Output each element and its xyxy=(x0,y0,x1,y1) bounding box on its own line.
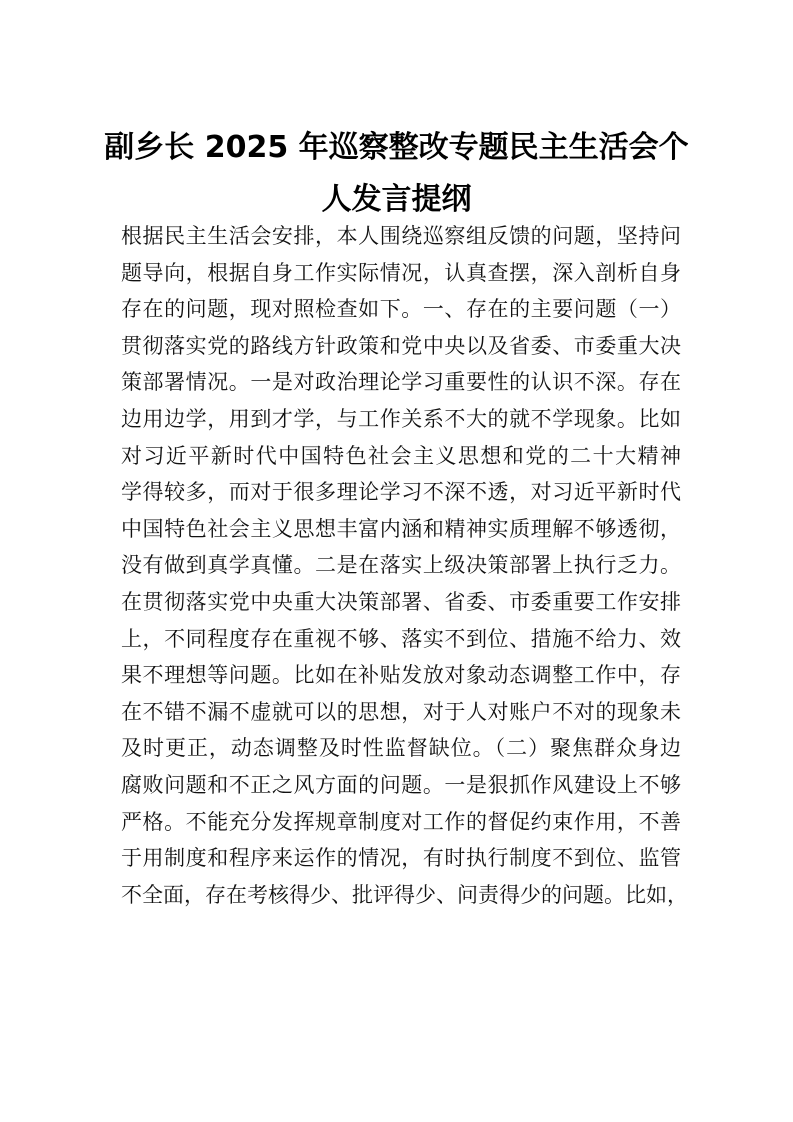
document-title xyxy=(100,122,693,226)
body-line: 贯彻落实党的路线方针政策和党中央以及省委、市委重大决 xyxy=(121,333,681,358)
body-line: 在贯彻落实党中央重大决策部署、省委、市委重要工作安排 xyxy=(121,589,681,614)
body-line: 存在的问题，现对照检查如下。一、存在的主要问题（一） xyxy=(121,297,681,322)
body-line: 中国特色社会主义思想丰富内涵和精神实质理解不够透彻， xyxy=(121,516,681,541)
body-line: 在不错不漏不虚就可以的思想，对于人对账户不对的现象未 xyxy=(121,699,681,724)
title-line-2: 人发言提纲 xyxy=(321,182,472,217)
body-line: 没有做到真学真懂。二是在落实上级决策部署上执行乏力。 xyxy=(121,553,681,578)
body-line: 上，不同程度存在重视不够、落实不到位、措施不给力、效 xyxy=(121,626,681,651)
body-line: 腐败问题和不正之风方面的问题。一是狠抓作风建设上不够 xyxy=(121,772,681,797)
body-line: 学得较多，而对于很多理论学习不深不透，对习近平新时代 xyxy=(121,480,681,505)
body-line: 边用边学，用到才学，与工作关系不大的就不学现象。比如 xyxy=(121,406,681,431)
body-line: 根据民主生活会安排，本人围绕巡察组反馈的问题，坚持问 xyxy=(121,224,681,248)
body-line: 严格。不能充分发挥规章制度对工作的督促约束作用，不善 xyxy=(121,809,681,834)
body-line: 于用制度和程序来运作的情况，有时执行制度不到位、监管 xyxy=(121,846,681,871)
body-line: 果不理想等问题。比如在补贴发放对象动态调整工作中，存 xyxy=(121,663,681,688)
title-line-1: 副乡长 2025 年巡察整改专题民主生活会个 xyxy=(104,130,689,165)
body-line: 题导向，根据自身工作实际情况，认真查摆，深入剖析自身 xyxy=(121,260,681,285)
document-body xyxy=(121,218,688,913)
body-line: 策部署情况。一是对政治理论学习重要性的认识不深。存在 xyxy=(121,370,681,395)
body-line: 对习近平新时代中国特色社会主义思想和党的二十大精神 xyxy=(121,443,681,468)
body-line: 不全面，存在考核得少、批评得少、问责得少的问题。比如， xyxy=(121,882,688,907)
body-line: 及时更正，动态调整及时性监督缺位。（二）聚焦群众身边 xyxy=(121,736,681,761)
